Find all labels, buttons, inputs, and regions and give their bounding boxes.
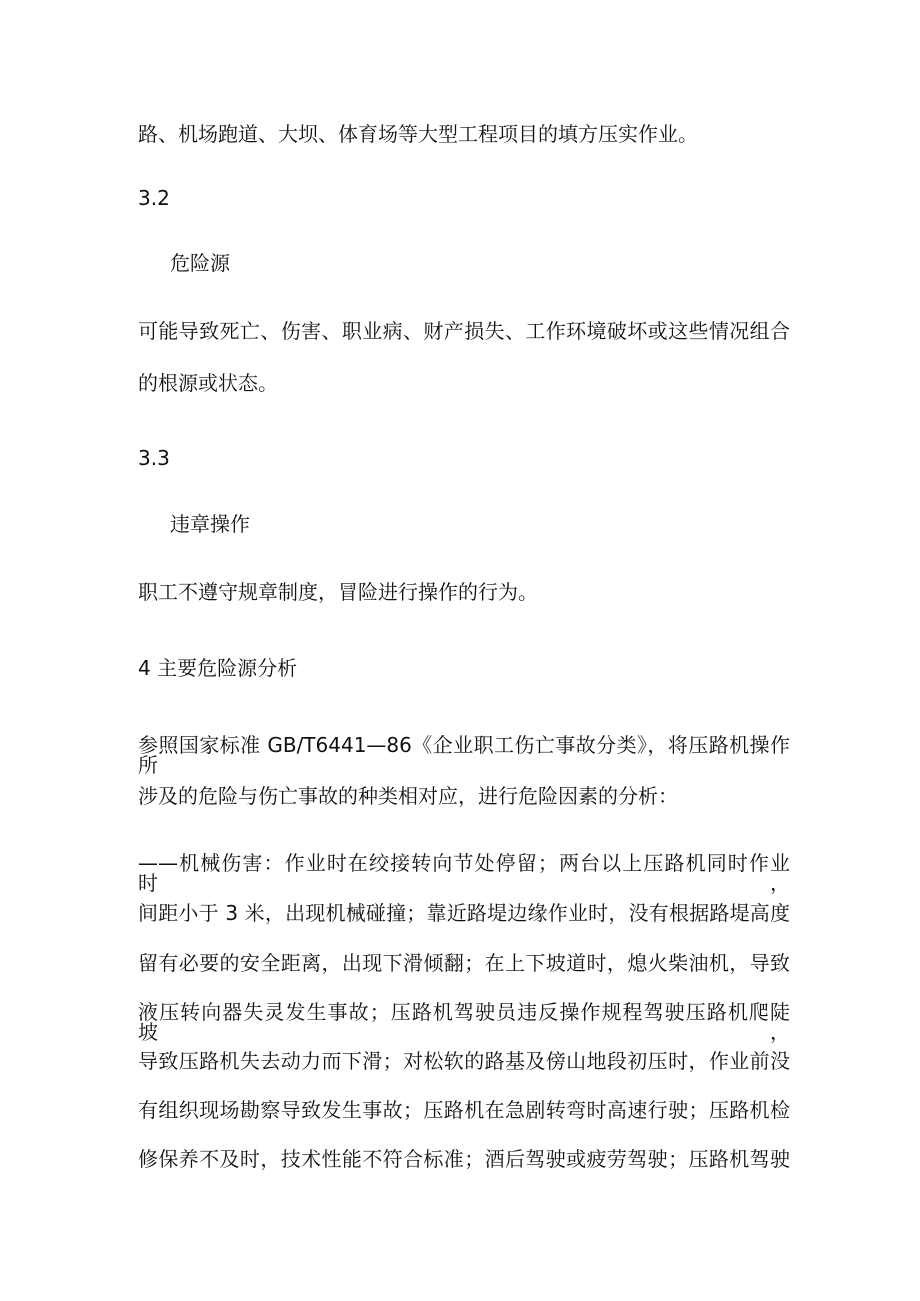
paragraph-mechanical-line-6: 有组织现场勘察导致发生事故；压路机在急剧转弯时高速行驶；压路机检 [138,1098,790,1122]
definition-violation: 职工不遵守规章制度，冒险进行操作的行为。 [138,580,538,604]
paragraph-mechanical-line-3: 留有必要的安全距离，出现下滑倾翻；在上下坡道时，熄火柴油机，导致 [138,951,790,975]
paragraph-mechanical-line-1: ——机械伤害：作业时在绞接转向节处停留；两台以上压路机同时作业时， [138,851,790,895]
section-title-hazard-source: 危险源 [170,251,230,275]
paragraph-mechanical-line-4: 液压转向器失灵发生事故；压路机驾驶员违反操作规程驾驶压路机爬陡坡， [138,1000,790,1044]
section-number-3-2: 3.2 [138,186,170,210]
definition-hazard-line-2: 的根源或状态。 [138,371,278,395]
paragraph-reference-line-2: 涉及的危险与伤亡事故的种类相对应，进行危险因素的分析： [138,784,678,808]
definition-hazard-line-1: 可能导致死亡、伤害、职业病、财产损失、工作环境破坏或这些情况组合 [138,319,790,343]
paragraph-mechanical-line-5: 导致压路机失去动力而下滑；对松软的路基及傍山地段初压时，作业前没 [138,1049,790,1073]
paragraph-reference-line-1: 参照国家标准 GB/T6441—86《企业职工伤亡事故分类》，将压路机操作所 [138,733,790,777]
section-number-3-3: 3.3 [138,446,170,470]
paragraph-mechanical-line-7: 修保养不及时，技术性能不符合标准；酒后驾驶或疲劳驾驶；压路机驾驶 [138,1147,790,1171]
text-line-continuation: 路、机场跑道、大坝、体育场等大型工程项目的填方压实作业。 [138,122,698,146]
paragraph-mechanical-line-2: 间距小于 3 米，出现机械碰撞；靠近路堤边缘作业时，没有根据路堤高度 [138,901,790,925]
section-heading-4: 4 主要危险源分析 [138,656,298,680]
section-title-violation: 违章操作 [170,512,250,536]
